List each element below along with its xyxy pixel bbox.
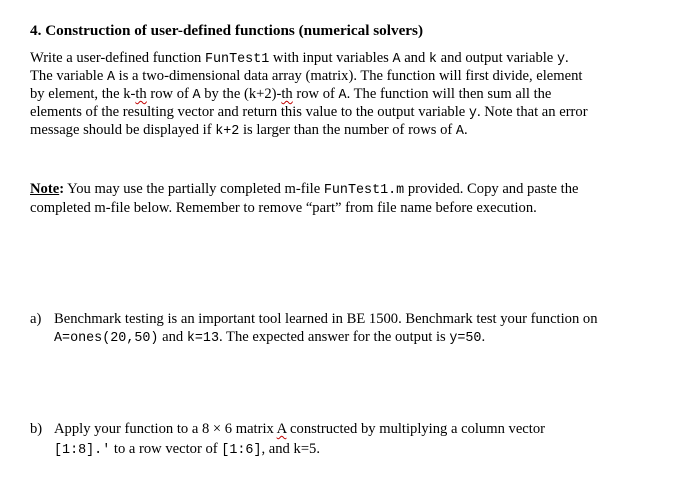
var-A: A [392,52,401,67]
intro-line-4: elements of the resulting vector and return this value to the output variable y. Note that an error [30,104,588,121]
intro-line-3: by element, the k-th row of A by the (k+2)-th row of A. The function will then sum all the [30,86,552,103]
section-heading: 4. Construction of user-defined functions (numerical solvers) [30,22,424,39]
part-a-marker: a) [30,311,42,327]
var-A-spellcheck: A [276,421,287,437]
var-A: A [338,88,347,103]
note-line-2: completed m-file below. Remember to remove “part” from file name before execution. [30,200,537,216]
note-line-1: Note: You may use the partially completed m-file FunTest1.m provided. Copy and paste the [30,181,579,198]
code-k-value: k=13 [186,331,219,346]
var-A: A [455,124,464,139]
var-k: k [428,52,437,67]
code-ones-matrix: A=ones(20,50) [54,331,159,346]
var-y: y [468,106,477,121]
intro-line-5: message should be displayed if k+2 is larger than the number of rows of A. [30,122,468,139]
part-a-line-1: Benchmark testing is an important tool learned in BE 1500. Benchmark test your function on [54,311,598,327]
spellcheck-word: th [135,86,147,102]
code-row-vector: [1:6] [221,443,262,458]
spellcheck-word: th [281,86,293,102]
note-label: Note [30,181,60,197]
var-A: A [192,88,201,103]
intro-line-2: The variable A is a two-dimensional data array (matrix). The function will first divide, element [30,68,583,85]
code-column-vector: [1:8].' [54,443,111,458]
part-b-line-2: [1:8].' to a row vector of [1:6], and k=5. [54,441,320,458]
part-a-line-2: A=ones(20,50) and k=13. The expected answer for the output is y=50. [54,329,486,346]
function-name: FunTest1 [204,52,270,67]
k-value: k=5 [293,441,317,457]
var-A: A [106,70,116,85]
code-expected-output: y=50 [449,331,482,346]
var-y: y [556,52,565,67]
file-name: FunTest1.m [323,183,405,198]
expr-k-plus-2: k+2 [215,124,240,139]
part-b-line-1: Apply your function to a 8 × 6 matrix A constructed by multiplying a column vector [54,421,545,437]
matrix-dimensions: 8 × 6 [201,421,233,437]
intro-line-1: Write a user-defined function FunTest1 with input variables A and k and output variable y. [30,50,569,67]
part-b-marker: b) [30,421,43,437]
